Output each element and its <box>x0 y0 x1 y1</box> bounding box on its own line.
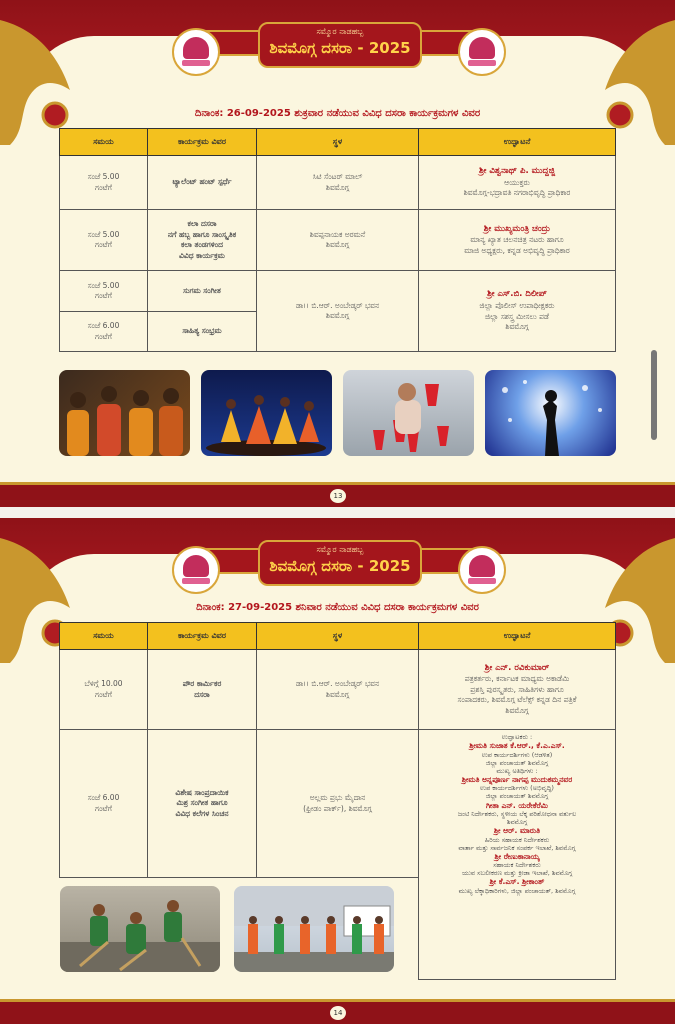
date-heading: ದಿನಾಂಕ: 27-09-2025 ಶನಿವಾರ ನಡೆಯುವ ವಿವಿಧ ದಸರಾ ಕಾರ್ಯಕ್ರಮಗಳ ವಿವರ <box>196 602 479 613</box>
column-header: ಕಾರ್ಯಕ್ರಮ ವಿವರ <box>148 129 257 156</box>
guest-line: ಶಿವಮೊಗ್ಗ <box>506 818 528 826</box>
program-cell: ಟ್ಯಾಲೆಂಟ್ ಹಂಟ್ ಸ್ಪರ್ಧೆ <box>148 156 257 210</box>
guest-line: ಶ್ರೀ ರೇಣುಕಾನಾಯ್ಕ <box>494 851 540 861</box>
guest-list <box>421 733 613 895</box>
guest-line: ಮುಖ್ಯ ಲೆಕ್ಕಾಧಿಕಾರಿಗಳು, ಜಿಲ್ಲಾ ಪಂಚಾಯತ್, ಶಿವಮೊಗ್ಗ <box>458 886 576 895</box>
time-cell: ಬೆಳಿಗ್ಗೆ 10.00 ಗಂಟೆಗೆ <box>60 650 148 730</box>
table-header-row <box>60 623 616 650</box>
table-row <box>60 271 616 312</box>
photo-sweepers <box>60 886 220 972</box>
time-cell: ಸಂಜೆ 5.00 ಗಂಟೆಗೆ <box>60 271 148 312</box>
photo-concert <box>485 370 616 456</box>
scrollbar-thumb[interactable] <box>651 350 657 440</box>
time-cell: ಸಂಜೆ 6.00 ಗಂಟೆಗೆ <box>60 730 148 878</box>
dasara-logo <box>458 28 506 76</box>
guest-line: ಜಿಲ್ಲಾ ಪಂಚಾಯತ್ ಶಿವಮೊಗ್ಗ <box>485 792 549 801</box>
time-cell: ಸಂಜೆ 6.00 ಗಂಟೆಗೆ <box>60 312 148 352</box>
dasara-logo <box>172 546 220 594</box>
brochure-page-1 <box>0 0 675 507</box>
photo-cup-game <box>343 370 474 456</box>
title-banner <box>258 540 422 586</box>
guest-cell <box>419 730 616 980</box>
program-cell: ಪೌರ ಕಾರ್ಮಿಕರ ದಸರಾ <box>148 650 257 730</box>
photo-workers-group <box>234 886 394 972</box>
time-cell: ಸಂಜೆ 5.00 ಗಂಟೆಗೆ <box>60 156 148 210</box>
page-number: 13 <box>330 489 346 503</box>
column-header: ಸ್ಥಳ <box>257 129 419 156</box>
guest-line: ಶ್ರೀಮತಿ ಅನ್ನಪೂರ್ಣ ನಾಗಪ್ಪ ಮುದುಕಮ್ಮನವರ <box>461 774 573 784</box>
title-banner <box>258 22 422 68</box>
photo-folk-singers <box>59 370 190 456</box>
guest-line: ಹಿರಿಯ ಸಹಾಯಕ ನಿರ್ದೇಶಕರು <box>484 835 550 844</box>
column-header: ಸ್ಥಳ <box>257 623 419 650</box>
guest-line: ಮುಖ್ಯ ಅತಿಥಿಗಳು : <box>496 766 538 775</box>
date-heading: ದಿನಾಂಕ: 26-09-2025 ಶುಕ್ರವಾರ ನಡೆಯುವ ವಿವಿಧ ದಸರಾ ಕಾರ್ಯಕ್ರಮಗಳ ವಿವರ <box>194 108 481 119</box>
dasara-logo <box>458 546 506 594</box>
title-heading: ಶಿವಮೊಗ್ಗ ದಸರಾ - 2025 <box>269 557 411 575</box>
table-row <box>60 650 616 730</box>
guest-cell: ಶ್ರೀ ವಿಶ್ವನಾಥ್ ಪಿ. ಮುದ್ದಜ್ಜಿ ಆಯುಕ್ತರು ಶಿವಮೊಗ್ಗ-ಭದ್ರಾವತಿ ನಗರಾಭಿವೃದ್ಧಿ ಪ್ರಾಧಿಕಾರ <box>419 156 616 210</box>
table-row <box>60 730 616 878</box>
guest-cell: ಶ್ರೀ ಎಸ್.ಬಿ. ದಿಲೀಪ್ ಜಿಲ್ಲಾ ಪೊಲೀಸ್ ಉಪಾಧೀಕ್ಷಕರು ಜಿಲ್ಲಾ ಸಶಸ್ತ್ರ ಮೀಸಲು ಪಡೆ ಶಿವಮೊಗ್ಗ <box>419 271 616 352</box>
title-subheading: ಸಮ್ಮೊರ ನಾಡಹಬ್ಬ <box>316 27 364 36</box>
time-cell: ಸಂಜೆ 5.00 ಗಂಟೆಗೆ <box>60 210 148 271</box>
column-header: ಉದ್ಘಾಟನೆ <box>419 623 616 650</box>
guest-line: ಶ್ರೀಮತಿ ಸುಜಾತ ಕೆ.ಆರ್., ಕೆ.ಎ.ಎಸ್. <box>469 741 565 751</box>
venue-cell: ಡಾ।। ಬಿ.ಆರ್. ಅಂಬೇಡ್ಕರ್ ಭವನ ಶಿವಮೊಗ್ಗ <box>257 650 419 730</box>
title-heading: ಶಿವಮೊಗ್ಗ ದಸರಾ - 2025 <box>269 39 411 57</box>
schedule-table <box>59 622 616 980</box>
guest-line: ಜಂಟಿ ನಿರ್ದೇಶಕರು, ಸ್ಥಳೀಯ ಲೆಕ್ಕ ಪರಿಶೋಧನಾ ವರ್ತುಲ <box>457 809 577 818</box>
guest-line: ಉದ್ಘಾಟಕರು : <box>501 733 533 741</box>
brochure-page-2 <box>0 518 675 1024</box>
program-cell: ಸುಗಮ ಸಂಗೀತ <box>148 271 257 312</box>
venue-cell: ಅಲ್ಲಮ ಪ್ರಭು ಮೈದಾನ (ಫ್ರೀಡಂ ಪಾರ್ಕ್), ಶಿವಮೊಗ್ಗ <box>257 730 419 878</box>
table-row <box>60 210 616 271</box>
guest-line: ಶ್ರೀ ಕೆ.ಎಸ್. ಶ್ರೀಕಾಂತ್ <box>489 877 545 887</box>
guest-line: ಉಪ ಕಾರ್ಯದರ್ಶಿಗಳು (ಅಭಿವೃದ್ಧಿ) <box>480 784 554 793</box>
photo-strip <box>60 878 419 980</box>
guest-line: ಯುವ ಸಬಲೀಕರಣ ಮತ್ತು ಕ್ರೀಡಾ ಇಲಾಖೆ, ಶಿವಮೊಗ್ಗ <box>461 869 573 878</box>
venue-cell: ಸಿಟಿ ಸೆಂಟರ್ ಮಾಲ್ ಶಿವಮೊಗ್ಗ <box>257 156 419 210</box>
table-header-row <box>60 129 616 156</box>
guest-line: ಸಹಾಯಕ ನಿರ್ದೇಶಕರು <box>493 861 541 870</box>
column-header: ಉದ್ಘಾಟನೆ <box>419 129 616 156</box>
guest-line: ಉಪ ಕಾರ್ಯದರ್ಶಿಗಳು (ಆಡಳಿತ) <box>481 750 553 759</box>
title-subheading: ಸಮ್ಮೊರ ನಾಡಹಬ್ಬ <box>316 545 364 554</box>
program-cell: ಕಲಾ ದಸರಾ ನಗೆ ಹಬ್ಬ ಹಾಗೂ ಸಾಂಸ್ಕೃತಿಕ ಕಲಾ ತಂಡಗಳಿಂದ ವಿವಿಧ ಕಾರ್ಯಕ್ರಮ <box>148 210 257 271</box>
guest-cell: ಶ್ರೀ ಮುಖ್ಯಮಂತ್ರಿ ಚಂದ್ರು ಮಾನ್ಯ ಖ್ಯಾತ ಚಲನಚಿತ್ರ ನಟರು ಹಾಗೂ ಮಾಜಿ ಅಧ್ಯಕ್ಷರು, ಕನ್ನಡ ಅಭಿವೃದ್ಧಿ ಪ್ರಾಧಿಕಾರ <box>419 210 616 271</box>
guest-line: ವಾರ್ತಾ ಮತ್ತು ಸಾರ್ವಜನಿಕ ಸಂಪರ್ಕ ಇಲಾಖೆ, ಶಿವಮೊಗ್ಗ <box>458 843 576 852</box>
page-number: 14 <box>330 1006 346 1020</box>
venue-cell: ಡಾ।। ಬಿ.ಆರ್. ಅಂಬೇಡ್ಕರ್ ಭವನ ಶಿವಮೊಗ್ಗ <box>257 271 419 352</box>
guest-line: ಜಿಲ್ಲಾ ಪಂಚಾಯತ್ ಶಿವಮೊಗ್ಗ <box>485 758 549 767</box>
venue-cell: ಶಿವಪ್ಪನಾಯಕ ಅರಮನೆ ಶಿವಮೊಗ್ಗ <box>257 210 419 271</box>
guest-cell: ಶ್ರೀ ಎನ್. ರವಿಕುಮಾರ್ ಪತ್ರಕರ್ತರು, ಕರ್ನಾಟಕ ಮಾಧ್ಯಮ ಅಕಾಡೆಮಿ ಪ್ರಶಸ್ತಿ ಪುರಸ್ಕೃತರು, ಸಾಹಿತಿಗಳು ಹಾಗೂ ಸಂಪಾದಕರು, ಶಿವಮೊಗ್ಗ ಟೆಲೆಕ್ಸ್ ಕನ್ನಡ ದಿನ ಪತ್ರಿಕೆ ಶಿವಮೊಗ್ಗ <box>419 650 616 730</box>
column-header: ಸಮಯ <box>60 623 148 650</box>
dasara-logo <box>172 28 220 76</box>
schedule-table <box>59 128 616 352</box>
guest-line: ಗೀತಾ ಎನ್. ಯರೇಕೆರೆಮಿ <box>486 800 548 810</box>
guest-line: ಶ್ರೀ ಆರ್. ಮಾರುತಿ <box>493 826 541 836</box>
table-row <box>60 156 616 210</box>
photo-dancers <box>201 370 332 456</box>
column-header: ಕಾರ್ಯಕ್ರಮ ವಿವರ <box>148 623 257 650</box>
program-cell: ವಿಶೇಷ ಸಾಂಪ್ರದಾಯಿಕ ಮಿಶ್ರ ಸಂಗೀತ ಹಾಗೂ ವಿವಿಧ ಕಲೆಗಳ ಸಿಂಚನ <box>148 730 257 878</box>
program-cell: ಸಾಹಿತ್ಯ ಸಂಭ್ರಮ <box>148 312 257 352</box>
column-header: ಸಮಯ <box>60 129 148 156</box>
